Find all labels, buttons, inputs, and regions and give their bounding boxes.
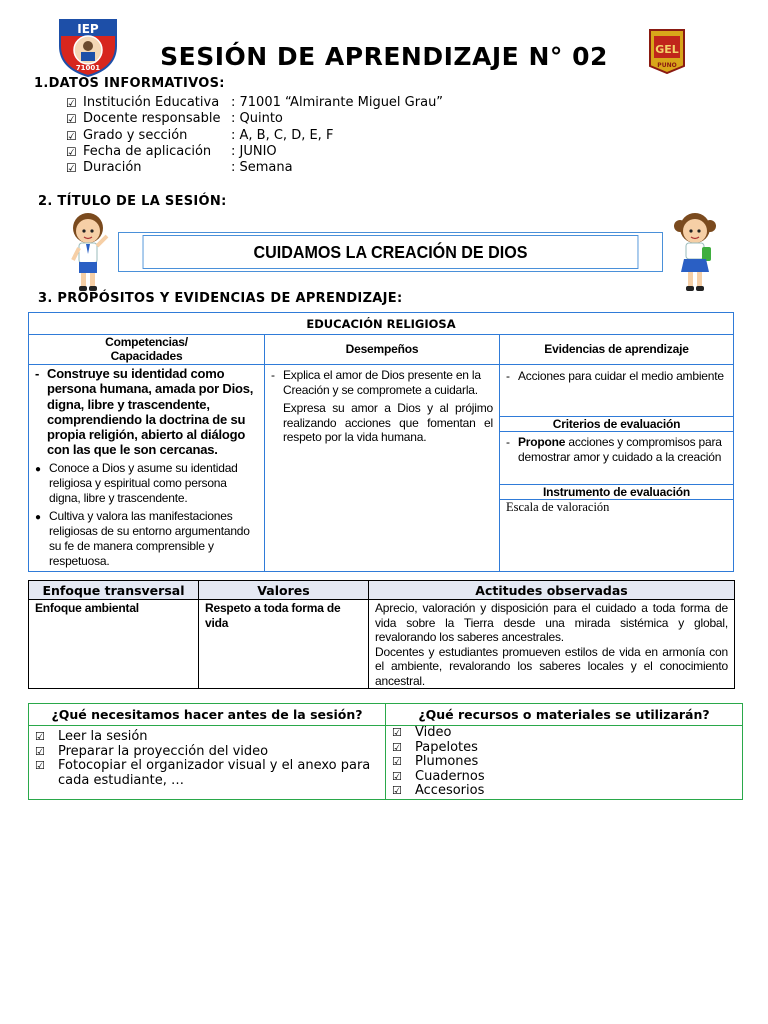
datos-label: Duración bbox=[83, 160, 142, 176]
bullet-icon: ● bbox=[35, 463, 41, 475]
col-header-desempenos: Desempeños bbox=[265, 335, 500, 365]
datos-value: : Quinto bbox=[231, 111, 283, 127]
recurso-text: Papelotes bbox=[415, 739, 478, 755]
recurso-item bbox=[392, 770, 736, 785]
recurso-item bbox=[392, 784, 736, 799]
recurso-item bbox=[392, 726, 736, 741]
evidencia-text: Acciones para cuidar el medio ambiente bbox=[518, 369, 724, 383]
checkbox-icon: ☑ bbox=[66, 112, 77, 127]
competencias-cell bbox=[29, 365, 265, 572]
enfoque-table bbox=[28, 580, 735, 689]
checkbox-icon: ☑ bbox=[35, 744, 45, 758]
recurso-text: Accesorios bbox=[415, 783, 485, 798]
datos-value: : Semana bbox=[231, 160, 293, 176]
section-heading-propositos: 3. PROPÓSITOS Y EVIDENCIAS DE APRENDIZAJE: bbox=[38, 291, 403, 306]
datos-label: Fecha de aplicación bbox=[83, 143, 212, 159]
criterio-item: - Propone acciones y compromisos para demostrar amor y cuidado a la creación bbox=[506, 435, 722, 464]
datos-value: : JUNIO bbox=[231, 143, 277, 159]
checkbox-icon: ☑ bbox=[392, 726, 402, 739]
datos-row bbox=[66, 128, 443, 144]
evidencia-item: - Acciones para cuidar el medio ambiente bbox=[500, 365, 733, 416]
actitud-text: Docentes y estudiantes promueven estilos de vida en armonía con el ambiente, revalorando los saberes locales y el conocimiento ancestral. bbox=[375, 644, 728, 688]
datos-label: Institución Educativa bbox=[83, 95, 220, 110]
section-heading-titulo: 2. TÍTULO DE LA SESIÓN: bbox=[38, 194, 227, 209]
criterios-heading: Criterios de evaluación bbox=[500, 416, 733, 432]
antes-text: Leer la sesión bbox=[58, 729, 148, 744]
datos-row bbox=[66, 144, 443, 160]
datos-row bbox=[66, 160, 443, 176]
antes-cell bbox=[29, 726, 386, 800]
session-title-box bbox=[118, 232, 663, 272]
checkbox-icon: ☑ bbox=[392, 740, 402, 754]
desempeno-item: - Explica el amor de Dios presente en la Creación y se compromete a cuidarla. bbox=[271, 368, 493, 398]
valor-value: Respeto a toda forma de vida bbox=[199, 600, 369, 689]
antes-text: Preparar la proyección del video bbox=[58, 743, 269, 759]
instrumento-heading: Instrumento de evaluación bbox=[500, 484, 733, 500]
col-header-enfoque: Enfoque transversal bbox=[29, 581, 199, 600]
capacidad-item bbox=[35, 509, 260, 569]
logo-right-text: GEL bbox=[655, 43, 679, 56]
competencia-text: Construye su identidad como persona humana, amada por Dios, digna, libre y trascendente, comprendiendo la doctrina de su propia religión, abierto al diálogo con las que le son cercanas. bbox=[47, 366, 254, 458]
recurso-text: Video bbox=[415, 725, 452, 740]
col-header-valores: Valores bbox=[199, 581, 369, 600]
page-title: SESIÓN DE APRENDIZAJE N° 02 bbox=[160, 42, 608, 71]
propositos-table bbox=[28, 312, 734, 572]
antes-text: Fotocopiar el organizador visual y el anexo para cada estudiante, … bbox=[58, 758, 371, 788]
datos-value: : A, B, C, D, E, F bbox=[231, 127, 334, 143]
datos-row bbox=[66, 111, 443, 127]
section-heading-datos: 1.DATOS INFORMATIVOS: bbox=[34, 76, 225, 91]
area-header: EDUCACIÓN RELIGIOSA bbox=[29, 313, 734, 335]
bullet-icon: ● bbox=[35, 511, 41, 523]
actitud-text: Aprecio, valoración y disposición para el cuidado a toda forma de vida sobre la Tierra desde una mirada sistémica y global, revalorando los saberes ancestrales. bbox=[375, 601, 728, 644]
capacidad-text: Conoce a Dios y asume su identidad religiosa y espiritual como persona digna, libre y trascendente. bbox=[49, 460, 238, 505]
capacidad-item bbox=[35, 461, 260, 506]
col-header-recursos: ¿Qué recursos o materiales se utilizarán? bbox=[386, 704, 743, 726]
desempenos-cell bbox=[265, 365, 500, 572]
datos-row bbox=[66, 95, 443, 111]
recurso-text: Cuadernos bbox=[415, 768, 485, 784]
desempeno-text-2: Expresa su amor a Dios y al prójimo realizando acciones que fomentan el respeto por la vida humana. bbox=[283, 401, 493, 444]
capacidad-text: Cultiva y valora las manifestaciones religiosas de su entorno argumentando su fe de manera comprensible y respetuosa. bbox=[49, 508, 250, 568]
recurso-item bbox=[392, 755, 736, 770]
preparacion-table bbox=[28, 703, 743, 800]
checkbox-icon: ☑ bbox=[66, 96, 77, 110]
desempeno-text: Explica el amor de Dios presente en la Creación y se compromete a cuidarla. bbox=[283, 368, 481, 397]
recurso-item bbox=[392, 741, 736, 756]
session-title: CUIDAMOS LA CREACIÓN DE DIOS bbox=[143, 235, 639, 269]
col-header-evidencias: Evidencias de aprendizaje bbox=[500, 335, 734, 365]
datos-label: Docente responsable bbox=[83, 111, 221, 127]
logo-left-code: 71001 bbox=[75, 64, 101, 72]
checkbox-icon: ☑ bbox=[392, 784, 402, 797]
datos-list bbox=[66, 95, 443, 176]
criterio-bold: Propone bbox=[518, 435, 566, 449]
logo-right-sub: PUNO bbox=[657, 62, 677, 69]
checkbox-icon: ☑ bbox=[66, 144, 77, 159]
enfoque-value: Enfoque ambiental bbox=[29, 600, 199, 689]
girl-illustration bbox=[672, 210, 718, 294]
col-header-actitudes: Actitudes observadas bbox=[369, 581, 735, 600]
instrumento-text: Escala de valoración bbox=[506, 500, 610, 514]
recurso-text: Plumones bbox=[415, 754, 479, 769]
competencia-item: - Construye su identidad como persona humana, amada por Dios, digna, libre y trascendente, comprendiendo la doctrina de su propia religión, abierto al diálogo con las que le son cercanas. bbox=[35, 366, 260, 458]
datos-value: : 71001 “Almirante Miguel Grau” bbox=[231, 95, 444, 110]
criterio-text: acciones y compromisos para demostrar amor y cuidado a la creación bbox=[518, 435, 722, 464]
checkbox-icon: ☑ bbox=[66, 128, 77, 143]
checkbox-icon: ☑ bbox=[35, 730, 45, 743]
recursos-cell bbox=[386, 726, 743, 800]
col-header-antes: ¿Qué necesitamos hacer antes de la sesión? bbox=[29, 704, 386, 726]
checkbox-icon: ☑ bbox=[66, 161, 77, 176]
logo-left-text: IEP bbox=[77, 22, 99, 36]
antes-item bbox=[35, 745, 379, 760]
boy-illustration bbox=[66, 210, 112, 294]
checkbox-icon: ☑ bbox=[392, 755, 402, 768]
antes-item bbox=[35, 730, 379, 745]
actitudes-cell bbox=[369, 600, 735, 689]
datos-label: Grado y sección bbox=[83, 127, 188, 143]
col-header-competencias: Competencias/ Capacidades bbox=[29, 335, 265, 365]
checkbox-icon: ☑ bbox=[35, 759, 45, 772]
checkbox-icon: ☑ bbox=[392, 769, 402, 783]
antes-item bbox=[35, 759, 379, 788]
evidencias-cell bbox=[500, 365, 734, 572]
